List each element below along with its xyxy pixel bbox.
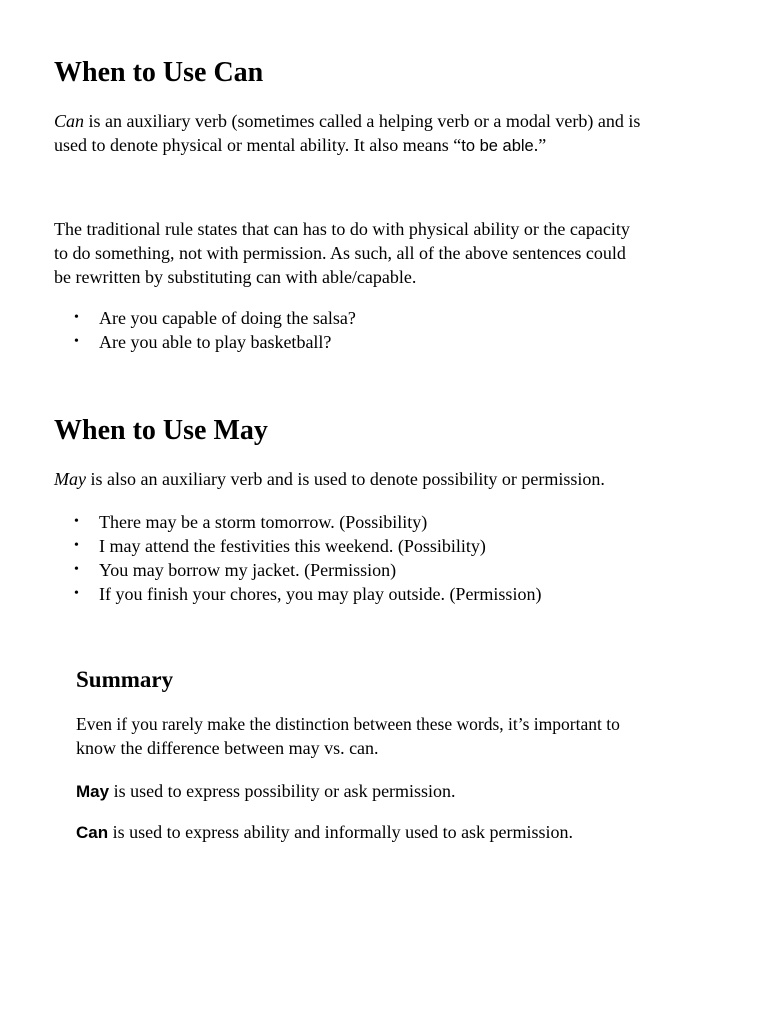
may-section-heading: When to Use May — [54, 415, 268, 446]
can-intro-line-2-text: used to denote physical or mental ability. It also means “ — [54, 135, 462, 155]
list-item-text: You may borrow my jacket. (Permission) — [99, 560, 397, 580]
bullet-icon: • — [74, 334, 79, 349]
may-intro-text: is also an auxiliary verb and is used to denote possibility or permission. — [85, 469, 605, 489]
summary-can-term: Can — [76, 823, 109, 842]
can-rule-line-3: be rewritten by substituting can with able/capable. — [54, 267, 417, 287]
list-item — [54, 330, 356, 354]
can-rule-line-1: The traditional rule states that can has to do with physical ability or the capacity — [54, 219, 630, 239]
list-item — [54, 510, 541, 534]
summary-may-term: May — [76, 782, 110, 801]
can-intro-line-1 — [54, 109, 640, 133]
list-item — [54, 582, 541, 606]
list-item-text: If you finish your chores, you may play outside. (Permission) — [99, 584, 542, 604]
may-term: May — [54, 469, 86, 489]
may-examples-list — [54, 510, 541, 606]
bullet-icon: • — [74, 514, 79, 529]
can-section-heading: When to Use Can — [54, 57, 264, 88]
summary-can-line — [76, 820, 573, 845]
summary-heading: Summary — [76, 667, 174, 692]
bullet-icon: • — [74, 562, 79, 577]
summary-may-text: is used to express possibility or ask permission. — [109, 781, 456, 801]
can-term: Can — [54, 111, 85, 131]
list-item-text: There may be a storm tomorrow. (Possibility) — [99, 512, 428, 532]
summary-line-2: know the difference between may vs. can. — [76, 738, 379, 758]
can-intro-line-2-end: .” — [533, 135, 547, 155]
bullet-icon: • — [74, 538, 79, 553]
can-examples-list — [54, 306, 356, 354]
list-item — [54, 558, 541, 582]
bullet-icon: • — [74, 310, 79, 325]
summary-may-line — [76, 779, 456, 804]
can-rule-line-2: to do something, not with permission. As such, all of the above sentences could — [54, 243, 626, 263]
list-item-text: I may attend the festivities this weekend. (Possibility) — [99, 536, 486, 556]
to-be-able-quote: to be able — [461, 137, 534, 155]
list-item-text: Are you able to play basketball? — [99, 332, 332, 352]
bullet-icon: • — [74, 586, 79, 601]
can-intro-line-1-text: is an auxiliary verb (sometimes called a helping verb or a modal verb) and is — [84, 111, 641, 131]
may-intro — [54, 467, 605, 491]
summary-line-1: Even if you rarely make the distinction between these words, it’s important to — [76, 714, 620, 734]
list-item-text: Are you capable of doing the salsa? — [99, 308, 356, 328]
can-intro-line-2 — [54, 133, 546, 158]
summary-can-text: is used to express ability and informally used to ask permission. — [108, 822, 574, 842]
list-item — [54, 534, 541, 558]
list-item — [54, 306, 356, 330]
